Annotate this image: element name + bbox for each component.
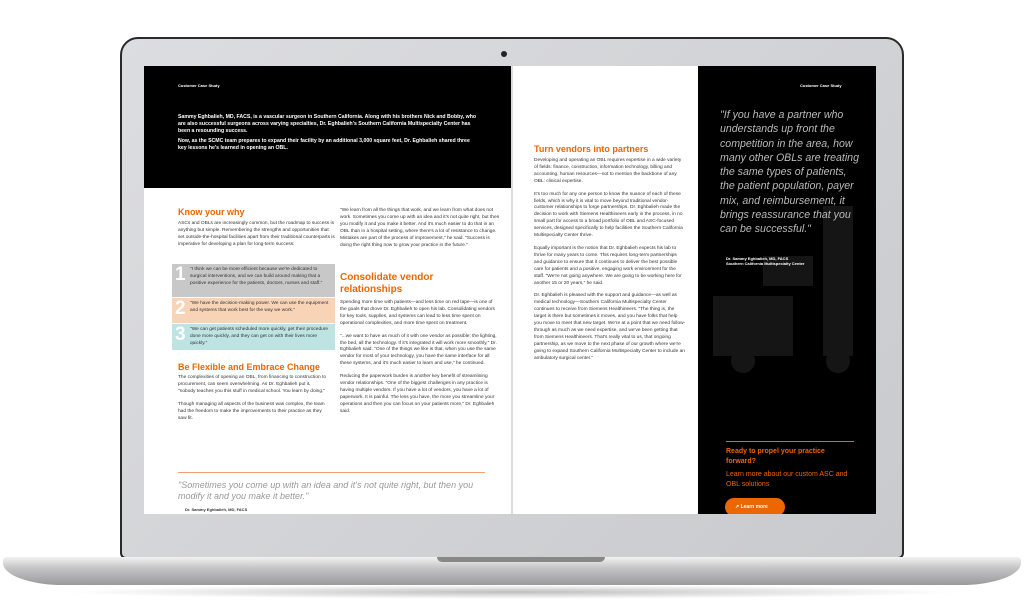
- pull-quote-attribution: Dr. Sammy Eghbalieh, MD, FACS: [185, 507, 248, 512]
- know-heading: Know your why: [178, 207, 245, 217]
- cta-heading: Ready to propel your practice forward?: [726, 448, 825, 465]
- consolidate-body: [340, 300, 500, 422]
- intro-para: Sammy Eghbalieh, MD, FACS, is a vascular surgeon in Southern California. Along with his brothers Nick and Bobby, who are also successful surgeons across varying specialties, Dr. Eghbalieh's Southern California Multispecialty Center has been a resounding success.: [178, 114, 477, 134]
- paragraph: Spending more time with patients—and less time on red tape—is one of the goals that drove Dr. Eghbalieh to open his lab. Consolidating vendors for key tools, supplies, and systems can lead to less time spent on operational complexities, and more time spent on treatment.: [340, 300, 495, 326]
- intro-para: Now, as the SCMC team prepares to expand their facility by an additional 3,000 square feet, Dr. Eghbalieh shared three key lessons he's learned in opening an OBL.: [178, 138, 470, 151]
- paragraph: Dr. Eghbalieh is pleased with the support and guidance—as well as medical technology—Southern California Multispecialty Center continues to receive from Siemens Healthineers. "The thing is, the target is there but sometimes it moves, and you have folks that help you move to meet that new target. We're at a point that we need follow-through as much as we need expertise, and we've been getting that from Siemens Healthineers. That's really vital to us, that ongoing partnership, as we move to the next phase of our growth where we're going to expand Southern California Multispecialty Center to include an ambulatory surgical center.": [534, 293, 686, 361]
- flex-heading: Be Flexible and Embrace Change: [178, 362, 321, 372]
- block-quote: "If you have a partner who understands up front the competition in the area, how many other OBLs are treating the same types of patients, the patient population, payer mix, and reimbursement, it brings reassurance that you can be successful.": [720, 109, 859, 236]
- laptop-hinge-notch: [437, 557, 605, 562]
- quote-org: Southern California Multispecialty Center: [726, 261, 805, 266]
- paragraph: "...we want to have as much of it with one vendor as possible; the lighting, the bed, all the technology. If it's integrated it will work more smoothly," Dr. Eghbalieh said. "One of the things we like is that, when you use the same vendor for most of your technology, you have the same interface for all these systems, and it's much easier to learn and use," he continued.: [340, 333, 497, 367]
- laptop-shadow: [60, 585, 964, 599]
- cta-text: Learn more about our custom ASC and OBL solutions: [726, 471, 848, 488]
- paragraph: Reducing the paperwork burden is another key benefit of streamlining vendor relationships. "One of the biggest challenges in any practice is having multiple vendors. If you have a lot of vendors, you have a lot of paperwork. It is painful. The less you have, the more you streamline your operations and then you can focus on your patients more," Dr. Eghbalieh said.: [340, 374, 495, 414]
- case-study-tag: Customer Case Study: [178, 83, 220, 88]
- case-study-tag-right: Customer Case Study: [800, 83, 842, 88]
- lesson-3: [172, 324, 335, 350]
- partners-body: [534, 158, 686, 368]
- webcam-icon: [501, 51, 507, 57]
- button-label: Learn more: [740, 504, 768, 510]
- lesson-2: [172, 298, 335, 323]
- quote-attribution: [726, 256, 804, 266]
- mid-body: "We learn from all the things that work, and we learn from what does not work. Sometimes you come up with an idea and it's not quite right, but then you modify it and you make it better. And it's much easier to do that in an OBL than in a hospital setting, where there's a lot of resistance to change. Mistakes are part of the process of improvement," he said. "Success is doing the right thing now to grow your practice in the future.": [340, 208, 500, 248]
- lesson-text: "We can get patients scheduled more quickly, get their procedure done more quickly, and they can get on with their lives more quickly.": [190, 327, 329, 346]
- partners-heading: Turn vendors into partners: [534, 144, 649, 154]
- laptop-screen: [144, 66, 876, 514]
- arrow-icon: ↗: [735, 504, 741, 510]
- lesson-number: 1: [175, 264, 186, 285]
- flex-body: [178, 375, 328, 428]
- paragraph: The complexities of opening an OBL, from financing to construction to procurement, can seem overwhelming. As Dr. Eghbalieh put it, "nobody teaches you this stuff in medical school. You learn by doing.": [178, 375, 326, 394]
- consolidate-heading: Consolidate vendor relationships: [340, 272, 434, 295]
- quote-name: Dr. Sammy Eghbalieh, MD, FACS: [726, 256, 789, 261]
- paragraph: It's too much for any one person to know the nuance of each of these fields, which is why it is vital to move beyond traditional vendor-customer relationships to forge partnerships. Dr. Eghbalieh made the decision to work with Siemens Healthineers early in the process, in no small part for access to a broad portfolio of OBL and ASC-focused services, designed specifically to help facilities the Southern California Multispecialty Center thrive.: [534, 191, 683, 239]
- paragraph: Though managing all aspects of the business was complex, the team had the freedom to make the improvements to their practice as they saw fit.: [178, 401, 325, 421]
- pull-quote: "Sometimes you come up with an idea and it's not quite right, but then you modify it and you make it better.": [178, 480, 474, 501]
- lesson-text: "We have the decision-making power. We can use the equipment and systems that work best for the way we work.": [190, 301, 329, 313]
- paragraph: Equally important is the notion that Dr. Eghbalieh expects his lab to thrive for many years to come. This requires long-term partnerships and guidance to ensure that it continues to deliver the best possible care for patients and a positive, engaging work environment for the staff. "We're not going anywhere. We are going to be working here for another 15 or 20 years," he said.: [534, 245, 682, 286]
- lesson-number: 2: [175, 298, 186, 319]
- quote-rule: [178, 472, 485, 473]
- intro-text: [178, 114, 478, 155]
- lesson-text: "I think we can be more efficient because we're dedicated to surgical interventions, and we can build around making that a positive experience for the patients, doctors, nurses and staff.": [190, 267, 323, 286]
- paragraph: Developing and operating an OBL requires expertise in a wide variety of fields: finance, construction, information technology, billing and accounting, human resources—not to mention the backbone of any OBL: clinical expertise.: [534, 158, 682, 184]
- know-body: ASCs and OBLs are increasingly common, but the roadmap to success is anything but simple. Remembering the strengths and opportunities that set outside-the-hospital facilities apart from their traditional counterparts is imperative for developing a plan for long-term success:: [178, 221, 335, 247]
- page-gutter: [511, 66, 513, 514]
- lesson-1: [172, 264, 335, 297]
- cta-rule: [726, 441, 854, 442]
- learn-more-button[interactable]: [725, 498, 785, 514]
- lesson-number: 3: [175, 324, 186, 345]
